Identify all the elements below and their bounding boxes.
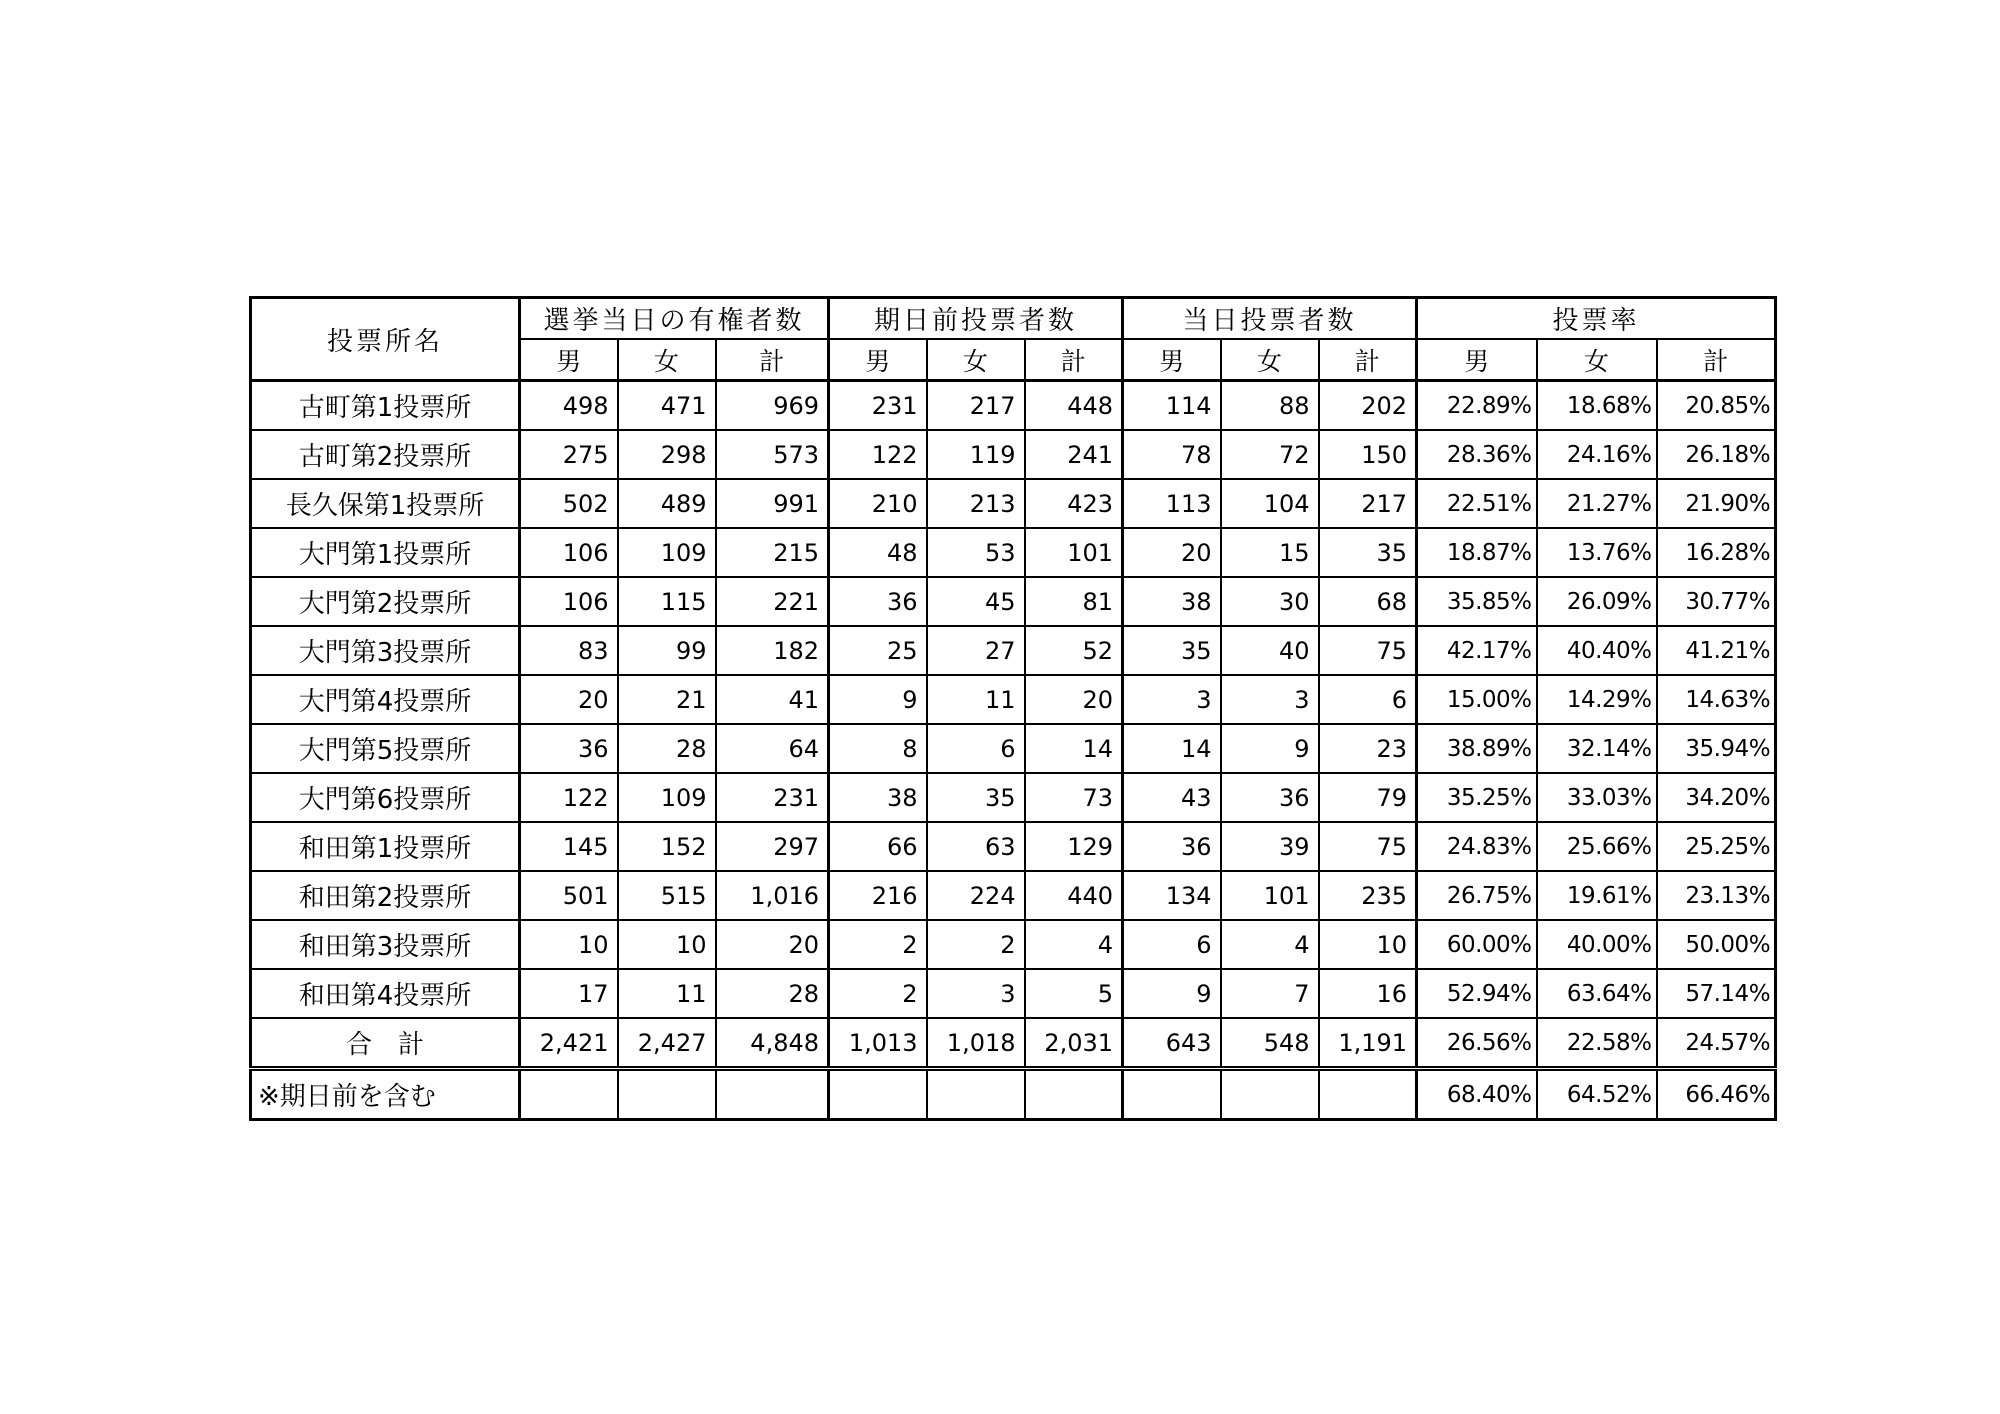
count-cell: 35: [1319, 528, 1417, 577]
count-cell: 119: [927, 430, 1025, 479]
turnout-cell: 22.58%: [1537, 1018, 1657, 1069]
count-cell: 81: [1025, 577, 1123, 626]
table-row: [251, 626, 1776, 675]
sub-header-total: 計: [1319, 339, 1417, 381]
count-cell: 20: [1123, 528, 1221, 577]
turnout-cell: 25.25%: [1657, 822, 1776, 871]
count-cell: 471: [618, 381, 716, 431]
turnout-cell: 60.00%: [1417, 920, 1537, 969]
count-cell: 6: [927, 724, 1025, 773]
station-name: 和田第2投票所: [251, 871, 520, 920]
turnout-cell: 26.18%: [1657, 430, 1776, 479]
count-cell: 3: [1123, 675, 1221, 724]
count-cell: 45: [927, 577, 1025, 626]
count-cell: 489: [618, 479, 716, 528]
count-cell: [716, 1069, 829, 1120]
count-cell: 152: [618, 822, 716, 871]
turnout-cell: 38.89%: [1417, 724, 1537, 773]
turnout-cell: 26.09%: [1537, 577, 1657, 626]
station-name: 和田第1投票所: [251, 822, 520, 871]
table-row: [251, 724, 1776, 773]
count-cell: 35: [1123, 626, 1221, 675]
count-cell: 2,031: [1025, 1018, 1123, 1069]
count-cell: 83: [520, 626, 618, 675]
turnout-cell: 41.21%: [1657, 626, 1776, 675]
count-cell: 36: [1123, 822, 1221, 871]
count-cell: 113: [1123, 479, 1221, 528]
count-cell: 38: [829, 773, 927, 822]
station-name: 和田第4投票所: [251, 969, 520, 1018]
count-cell: 231: [829, 381, 927, 431]
count-cell: 224: [927, 871, 1025, 920]
turnout-cell: 24.83%: [1417, 822, 1537, 871]
turnout-cell: 40.00%: [1537, 920, 1657, 969]
turnout-cell: 66.46%: [1657, 1069, 1776, 1120]
count-cell: [1025, 1069, 1123, 1120]
count-cell: 4: [1025, 920, 1123, 969]
count-cell: [520, 1069, 618, 1120]
count-cell: [829, 1069, 927, 1120]
station-name: 大門第1投票所: [251, 528, 520, 577]
count-cell: 14: [1123, 724, 1221, 773]
table-row: [251, 675, 1776, 724]
count-cell: 10: [618, 920, 716, 969]
count-cell: 48: [829, 528, 927, 577]
count-cell: 297: [716, 822, 829, 871]
count-cell: 16: [1319, 969, 1417, 1018]
count-cell: 1,016: [716, 871, 829, 920]
turnout-cell: 14.63%: [1657, 675, 1776, 724]
count-cell: 3: [927, 969, 1025, 1018]
count-cell: 2,421: [520, 1018, 618, 1069]
sub-header-female: 女: [1537, 339, 1657, 381]
station-name: 大門第5投票所: [251, 724, 520, 773]
table-row: [251, 479, 1776, 528]
count-cell: 5: [1025, 969, 1123, 1018]
count-cell: 501: [520, 871, 618, 920]
turnout-cell: 32.14%: [1537, 724, 1657, 773]
count-cell: 39: [1221, 822, 1319, 871]
sub-header-female: 女: [618, 339, 716, 381]
count-cell: 4,848: [716, 1018, 829, 1069]
count-cell: 75: [1319, 626, 1417, 675]
count-cell: 72: [1221, 430, 1319, 479]
count-cell: 3: [1221, 675, 1319, 724]
turnout-cell: 18.68%: [1537, 381, 1657, 431]
count-cell: 150: [1319, 430, 1417, 479]
count-cell: 6: [1123, 920, 1221, 969]
turnout-cell: 19.61%: [1537, 871, 1657, 920]
count-cell: [1319, 1069, 1417, 1120]
turnout-cell: 40.40%: [1537, 626, 1657, 675]
station-name: 古町第1投票所: [251, 381, 520, 431]
turnout-cell: 34.20%: [1657, 773, 1776, 822]
count-cell: 11: [927, 675, 1025, 724]
count-cell: 215: [716, 528, 829, 577]
turnout-table: [249, 296, 1777, 1121]
sub-header-female: 女: [1221, 339, 1319, 381]
sub-header-total: 計: [1025, 339, 1123, 381]
count-cell: 25: [829, 626, 927, 675]
count-cell: [1221, 1069, 1319, 1120]
table-body: [251, 381, 1776, 1120]
count-cell: 79: [1319, 773, 1417, 822]
count-cell: [618, 1069, 716, 1120]
sub-header-male: 男: [829, 339, 927, 381]
count-cell: 9: [1123, 969, 1221, 1018]
count-cell: 1,013: [829, 1018, 927, 1069]
count-cell: 28: [618, 724, 716, 773]
station-name: 大門第4投票所: [251, 675, 520, 724]
turnout-cell: 50.00%: [1657, 920, 1776, 969]
count-cell: 134: [1123, 871, 1221, 920]
count-cell: 109: [618, 773, 716, 822]
count-cell: 9: [829, 675, 927, 724]
count-cell: [927, 1069, 1025, 1120]
turnout-cell: 22.51%: [1417, 479, 1537, 528]
count-cell: 52: [1025, 626, 1123, 675]
count-cell: 101: [1221, 871, 1319, 920]
total-row: [251, 1018, 1776, 1069]
turnout-cell: 52.94%: [1417, 969, 1537, 1018]
sub-header-male: 男: [520, 339, 618, 381]
count-cell: 498: [520, 381, 618, 431]
count-cell: 104: [1221, 479, 1319, 528]
count-cell: 10: [1319, 920, 1417, 969]
count-cell: 6: [1319, 675, 1417, 724]
turnout-cell: 30.77%: [1657, 577, 1776, 626]
turnout-cell: 64.52%: [1537, 1069, 1657, 1120]
turnout-cell: 18.87%: [1417, 528, 1537, 577]
sub-header-female: 女: [927, 339, 1025, 381]
count-cell: 221: [716, 577, 829, 626]
table-row: [251, 528, 1776, 577]
turnout-cell: 42.17%: [1417, 626, 1537, 675]
count-cell: 515: [618, 871, 716, 920]
count-cell: 235: [1319, 871, 1417, 920]
count-cell: 27: [927, 626, 1025, 675]
count-cell: 38: [1123, 577, 1221, 626]
count-cell: 40: [1221, 626, 1319, 675]
count-cell: 53: [927, 528, 1025, 577]
polling-station-header: 投票所名: [251, 298, 520, 381]
count-cell: 64: [716, 724, 829, 773]
table-row: [251, 577, 1776, 626]
count-cell: 23: [1319, 724, 1417, 773]
note-row: [251, 1069, 1776, 1120]
count-cell: 17: [520, 969, 618, 1018]
count-cell: 106: [520, 577, 618, 626]
count-cell: [1123, 1069, 1221, 1120]
station-name: 大門第6投票所: [251, 773, 520, 822]
early-voters-header: 期日前投票者数: [829, 298, 1123, 340]
count-cell: 2: [927, 920, 1025, 969]
count-cell: 36: [520, 724, 618, 773]
count-cell: 20: [520, 675, 618, 724]
count-cell: 43: [1123, 773, 1221, 822]
turnout-cell: 26.75%: [1417, 871, 1537, 920]
count-cell: 122: [520, 773, 618, 822]
count-cell: 298: [618, 430, 716, 479]
count-cell: 202: [1319, 381, 1417, 431]
note-label: ※期日前を含む: [251, 1069, 520, 1120]
count-cell: 20: [716, 920, 829, 969]
count-cell: 548: [1221, 1018, 1319, 1069]
table-header: [251, 298, 1776, 381]
turnout-cell: 22.89%: [1417, 381, 1537, 431]
count-cell: 216: [829, 871, 927, 920]
count-cell: 15: [1221, 528, 1319, 577]
station-name: 和田第3投票所: [251, 920, 520, 969]
count-cell: 969: [716, 381, 829, 431]
sub-header-male: 男: [1123, 339, 1221, 381]
table-row: [251, 822, 1776, 871]
station-name: 大門第3投票所: [251, 626, 520, 675]
count-cell: 643: [1123, 1018, 1221, 1069]
count-cell: 423: [1025, 479, 1123, 528]
sub-header-male: 男: [1417, 339, 1537, 381]
count-cell: 99: [618, 626, 716, 675]
count-cell: 2,427: [618, 1018, 716, 1069]
count-cell: 448: [1025, 381, 1123, 431]
count-cell: 231: [716, 773, 829, 822]
turnout-cell: 26.56%: [1417, 1018, 1537, 1069]
turnout-cell: 16.28%: [1657, 528, 1776, 577]
turnout-cell: 20.85%: [1657, 381, 1776, 431]
turnout-cell: 15.00%: [1417, 675, 1537, 724]
count-cell: 129: [1025, 822, 1123, 871]
count-cell: 122: [829, 430, 927, 479]
count-cell: 21: [618, 675, 716, 724]
table-row: [251, 430, 1776, 479]
count-cell: 213: [927, 479, 1025, 528]
count-cell: 63: [927, 822, 1025, 871]
count-cell: 991: [716, 479, 829, 528]
station-name: 大門第2投票所: [251, 577, 520, 626]
count-cell: 41: [716, 675, 829, 724]
turnout-cell: 25.66%: [1537, 822, 1657, 871]
count-cell: 145: [520, 822, 618, 871]
count-cell: 35: [927, 773, 1025, 822]
table-row: [251, 871, 1776, 920]
turnout-cell: 13.76%: [1537, 528, 1657, 577]
count-cell: 573: [716, 430, 829, 479]
turnout-cell: 35.94%: [1657, 724, 1776, 773]
count-cell: 109: [618, 528, 716, 577]
count-cell: 20: [1025, 675, 1123, 724]
count-cell: 36: [1221, 773, 1319, 822]
sub-header-total: 計: [1657, 339, 1776, 381]
station-name: 長久保第1投票所: [251, 479, 520, 528]
count-cell: 7: [1221, 969, 1319, 1018]
count-cell: 10: [520, 920, 618, 969]
count-cell: 73: [1025, 773, 1123, 822]
count-cell: 8: [829, 724, 927, 773]
count-cell: 68: [1319, 577, 1417, 626]
count-cell: 502: [520, 479, 618, 528]
table-row: [251, 773, 1776, 822]
turnout-cell: 57.14%: [1657, 969, 1776, 1018]
station-name: 古町第2投票所: [251, 430, 520, 479]
count-cell: 1,191: [1319, 1018, 1417, 1069]
count-cell: 9: [1221, 724, 1319, 773]
turnout-cell: 21.27%: [1537, 479, 1657, 528]
station-name: 合計: [251, 1018, 520, 1069]
turnout-cell: 23.13%: [1657, 871, 1776, 920]
turnout-cell: 14.29%: [1537, 675, 1657, 724]
table-row: [251, 381, 1776, 431]
count-cell: 115: [618, 577, 716, 626]
count-cell: 440: [1025, 871, 1123, 920]
count-cell: 114: [1123, 381, 1221, 431]
count-cell: 241: [1025, 430, 1123, 479]
header-row-groups: [251, 298, 1776, 340]
turnout-cell: 63.64%: [1537, 969, 1657, 1018]
count-cell: 11: [618, 969, 716, 1018]
turnout-cell: 35.25%: [1417, 773, 1537, 822]
count-cell: 88: [1221, 381, 1319, 431]
turnout-cell: 33.03%: [1537, 773, 1657, 822]
count-cell: 66: [829, 822, 927, 871]
count-cell: 217: [927, 381, 1025, 431]
turnout-cell: 21.90%: [1657, 479, 1776, 528]
eligible-voters-header: 選挙当日の有権者数: [520, 298, 829, 340]
count-cell: 2: [829, 969, 927, 1018]
turnout-rate-header: 投票率: [1417, 298, 1776, 340]
count-cell: 14: [1025, 724, 1123, 773]
turnout-cell: 28.36%: [1417, 430, 1537, 479]
count-cell: 217: [1319, 479, 1417, 528]
table-row: [251, 920, 1776, 969]
count-cell: 275: [520, 430, 618, 479]
sub-header-total: 計: [716, 339, 829, 381]
turnout-cell: 35.85%: [1417, 577, 1537, 626]
turnout-cell: 24.57%: [1657, 1018, 1776, 1069]
count-cell: 101: [1025, 528, 1123, 577]
count-cell: 30: [1221, 577, 1319, 626]
turnout-cell: 24.16%: [1537, 430, 1657, 479]
election-day-voters-header: 当日投票者数: [1123, 298, 1417, 340]
count-cell: 28: [716, 969, 829, 1018]
count-cell: 36: [829, 577, 927, 626]
count-cell: 75: [1319, 822, 1417, 871]
count-cell: 4: [1221, 920, 1319, 969]
turnout-cell: 68.40%: [1417, 1069, 1537, 1120]
table-row: [251, 969, 1776, 1018]
count-cell: 182: [716, 626, 829, 675]
count-cell: 2: [829, 920, 927, 969]
count-cell: 78: [1123, 430, 1221, 479]
count-cell: 1,018: [927, 1018, 1025, 1069]
count-cell: 106: [520, 528, 618, 577]
count-cell: 210: [829, 479, 927, 528]
